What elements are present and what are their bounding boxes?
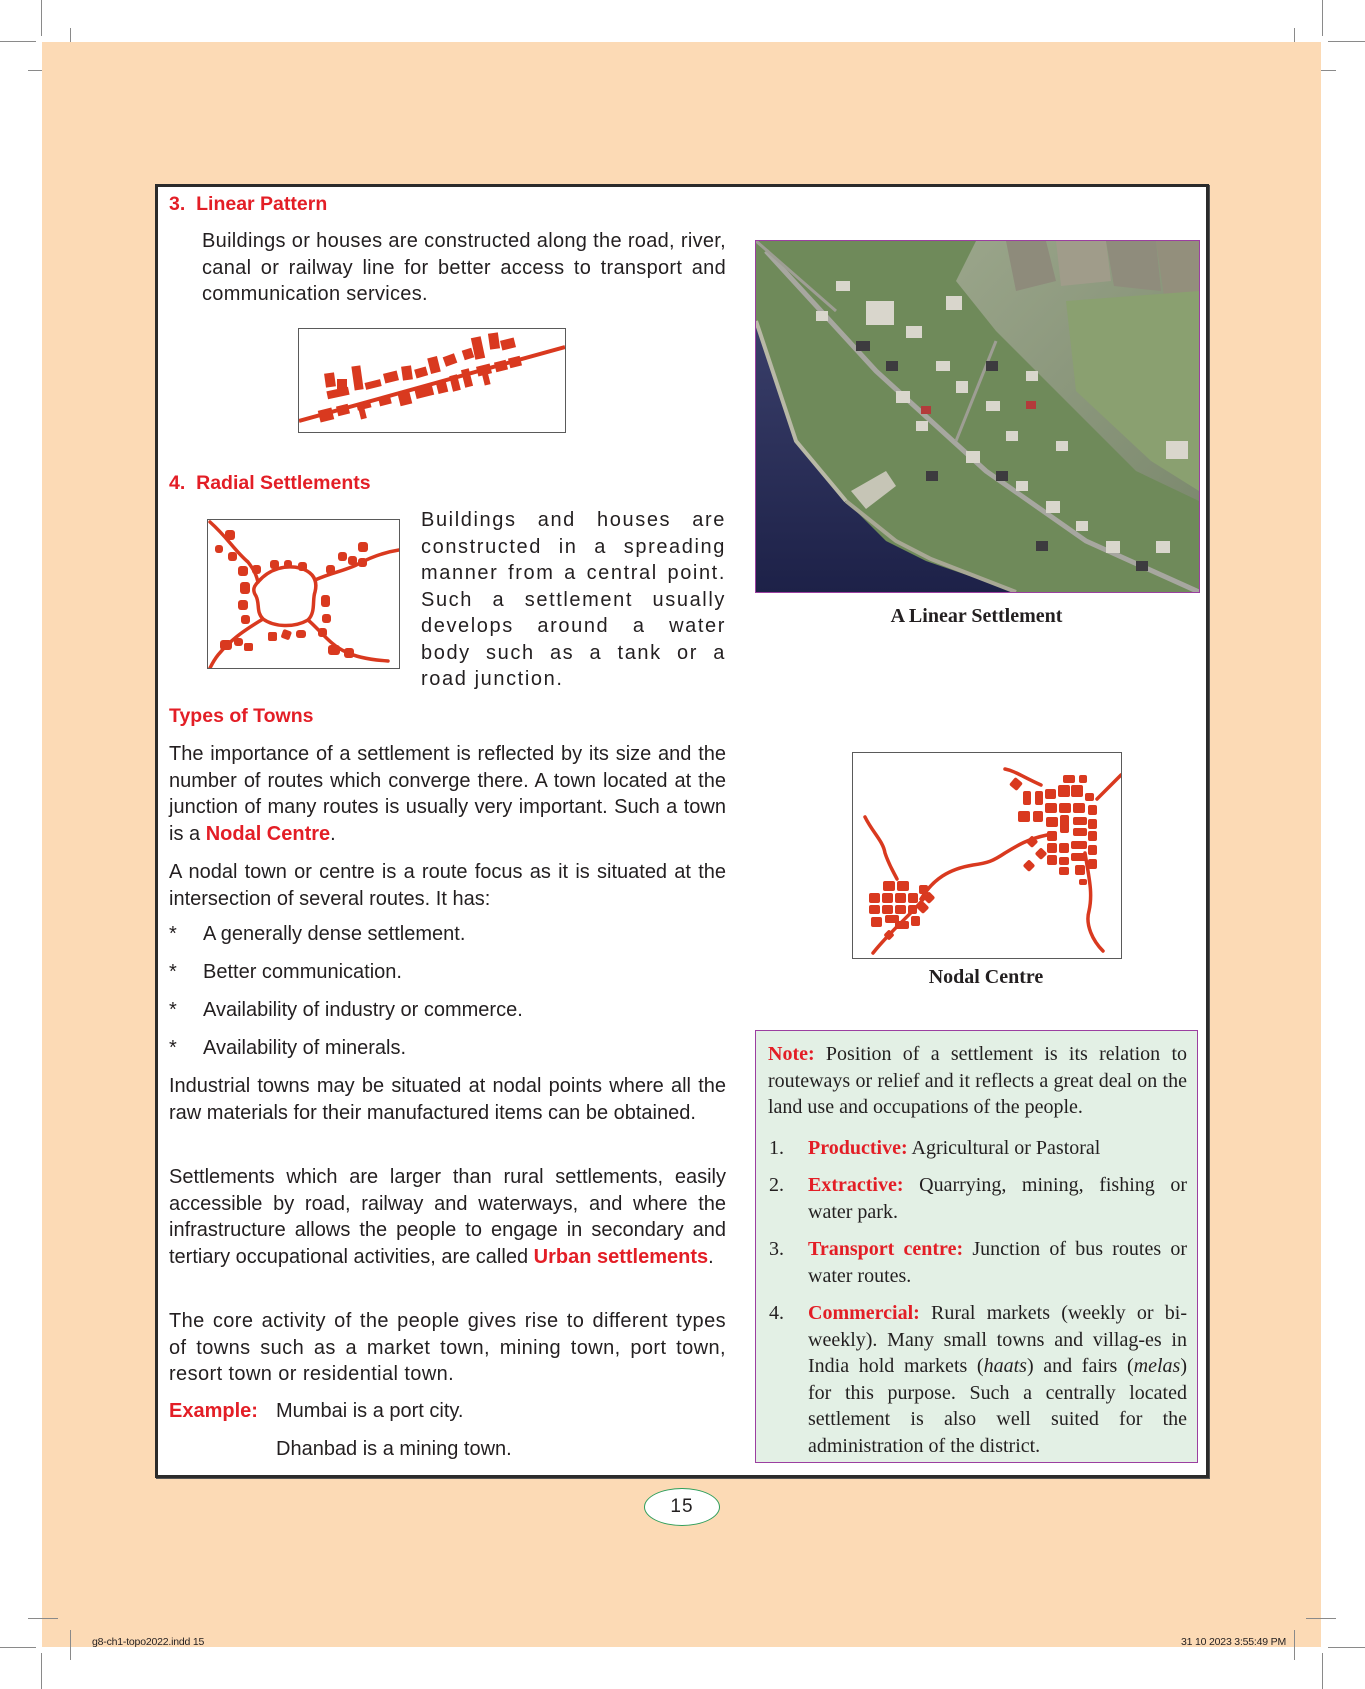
bullet-text: Better communication.: [203, 961, 402, 983]
bullet-item: [169, 999, 709, 1025]
section-title: Linear Pattern: [196, 193, 328, 215]
radial-settlements-description: Buildings and houses are constructed in a spreading manner from a central point. Such a settlement usually develops around a water body such as a tank or a road junction.: [421, 509, 726, 690]
item-text: ) and fairs (: [1026, 1355, 1134, 1377]
crop-mark: [28, 1618, 58, 1619]
item-term: Productive:: [808, 1136, 908, 1159]
types-of-towns-heading: Types of Towns: [169, 705, 314, 727]
item-number: 2.: [769, 1174, 784, 1196]
core-activity-paragraph: The core activity of the people gives rise to different types of towns such as a market town, mining town, port town, resort town or residential town.: [169, 1310, 726, 1385]
aerial-photo-linear-settlement: [755, 240, 1200, 593]
paragraph-text: .: [708, 1245, 714, 1268]
crop-mark: [41, 1653, 42, 1689]
crop-mark: [1306, 1618, 1336, 1619]
crop-mark: [1322, 0, 1323, 36]
item-term: Transport centre:: [808, 1238, 964, 1260]
paragraph-text: Settlements which are larger than rural settlements, easily accessible by road, railway and waterways, and where the infrastructure allows the people to engage in secondary and tertiary occupational activities, are called: [169, 1166, 726, 1268]
crop-mark: [1328, 1647, 1365, 1648]
crop-mark: [1294, 1630, 1295, 1660]
example-dhanbad: Dhanbad is a mining town.: [276, 1438, 512, 1460]
note-box: [755, 1030, 1198, 1463]
section-heading-linear-pattern: [169, 193, 327, 216]
urban-settlements-term: Urban settlements: [533, 1245, 709, 1268]
nodal-centre-diagram-icon: [852, 752, 1122, 959]
item-number: 3.: [769, 1238, 784, 1260]
example-mumbai: Mumbai is a port city.: [276, 1400, 464, 1422]
section-number: 4.: [169, 472, 186, 494]
page-number: 15: [644, 1488, 720, 1526]
note-item: [768, 1236, 1187, 1289]
item-text: Junction of bus routes or water routes.: [808, 1238, 1188, 1287]
nodal-town-paragraph: A nodal town or centre is a route focus as it is situated at the intersection of several routes. It has:: [169, 861, 726, 910]
asterisk-icon: *: [169, 923, 177, 945]
date-slug: 31 10 2023 3:55:49 PM: [1181, 1636, 1286, 1648]
paragraph-text: The importance of a settlement is reflected by its size and the number of routes which converge there. A town located at the junction of many routes is usually very important. Such a town is a: [169, 743, 726, 845]
item-text: Quarrying, mining, fishing or water park.: [808, 1174, 1188, 1223]
urban-settlements-paragraph: [169, 1164, 726, 1270]
note-intro: [768, 1041, 1187, 1121]
bullet-item: [169, 923, 709, 949]
linear-settlement-diagram-icon: [298, 328, 566, 433]
note-intro-text: Position of a settlement is its relation to routeways or relief and it reflects a great deal on the land use and occupations of the people.: [768, 1043, 1188, 1118]
note-item: [768, 1300, 1187, 1459]
section-heading-radial-settlements: [169, 472, 371, 495]
bullet-text: Availability of minerals.: [203, 1037, 407, 1059]
radial-settlement-diagram-icon: [207, 519, 400, 669]
crop-mark: [41, 0, 42, 36]
crop-mark: [70, 1630, 71, 1660]
nodal-centre-paragraph: [169, 741, 726, 847]
asterisk-icon: *: [169, 1037, 177, 1059]
item-number: 4.: [769, 1302, 784, 1324]
crop-mark: [1322, 1653, 1323, 1689]
nodal-figure-caption: Nodal Centre: [928, 966, 1044, 988]
paragraph-text: .: [330, 822, 336, 845]
bullet-item: [169, 961, 709, 987]
section-title: Radial Settlements: [196, 472, 371, 494]
note-item: [768, 1172, 1187, 1225]
item-number: 1.: [769, 1136, 784, 1159]
crop-mark: [0, 1647, 36, 1648]
asterisk-icon: *: [169, 999, 177, 1021]
example-term: Example:: [169, 1400, 258, 1422]
example-label: [169, 1398, 258, 1425]
industrial-towns-paragraph: Industrial towns may be situated at nodal points where all the raw materials for their manufactured items can be obtained.: [169, 1075, 726, 1124]
item-text: Rural markets (weekly or bi-weekly). Many small towns and villag-es in India hold markets (: [808, 1302, 1187, 1377]
section-number: 3.: [169, 193, 186, 215]
asterisk-icon: *: [169, 961, 177, 983]
bullet-text: A generally dense settlement.: [203, 923, 466, 945]
crop-mark: [1328, 41, 1365, 42]
item-text: Agricultural or Pastoral: [911, 1136, 1101, 1159]
item-term: Commercial:: [808, 1302, 920, 1324]
bullet-text: Availability of industry or commerce.: [203, 999, 523, 1021]
item-term: Extractive:: [808, 1174, 904, 1196]
file-slug: g8-ch1-topo2022.indd 15: [92, 1636, 205, 1648]
bullet-item: [169, 1037, 709, 1063]
note-label: Note:: [768, 1043, 815, 1065]
crop-mark: [0, 41, 36, 42]
item-emphasis: haats: [983, 1355, 1027, 1377]
note-item: [768, 1135, 1187, 1162]
photo-caption: A Linear Settlement: [890, 605, 1063, 627]
item-emphasis: melas: [1133, 1355, 1181, 1377]
item-text: ) for this purpose. Such a centrally located settlement is also well suited for the administration of the district.: [808, 1355, 1188, 1457]
nodal-centre-term: Nodal Centre: [205, 822, 331, 845]
linear-pattern-description: Buildings or houses are constructed along the road, river, canal or railway line for better access to transport and communication services.: [202, 230, 726, 305]
